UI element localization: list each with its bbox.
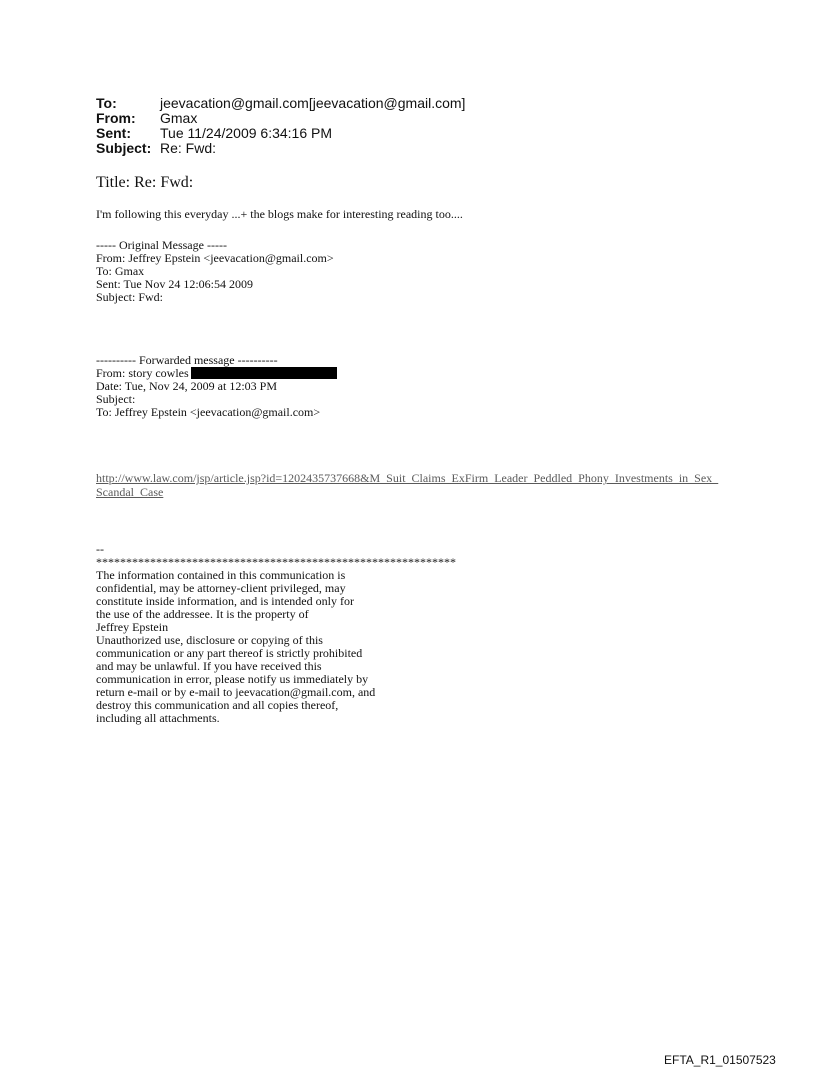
redaction-bar bbox=[191, 367, 337, 379]
signature-stars: ************************************************************ bbox=[96, 555, 456, 569]
from-value: Gmax bbox=[160, 110, 198, 126]
reply-block bbox=[96, 208, 463, 221]
disclaimer-line: destroy this communication and all copies thereof, bbox=[96, 698, 339, 712]
email-title: Title: Re: Fwd: bbox=[96, 174, 194, 191]
disclaimer-line: Unauthorized use, disclosure or copying of this bbox=[96, 633, 323, 647]
original-sent: Sent: Tue Nov 24 12:06:54 2009 bbox=[96, 277, 254, 291]
disclaimer-line: including all attachments. bbox=[96, 711, 220, 725]
subject-value: Re: Fwd: bbox=[160, 140, 217, 156]
original-from: From: Jeffrey Epstein <jeevacation@gmail.com> bbox=[96, 251, 334, 265]
subject-label: Subject: bbox=[96, 140, 152, 156]
disclaimer-line: confidential, may be attorney-client privileged, may bbox=[96, 581, 346, 595]
disclaimer-line: and may be unlawful. If you have received this bbox=[96, 659, 322, 673]
forwarded-from: From: story cowles bbox=[96, 366, 189, 380]
document-id: EFTA_R1_01507523 bbox=[664, 1053, 776, 1067]
reply-text: I'm following this everyday ...+ the blogs make for interesting reading too.... bbox=[96, 207, 463, 221]
original-subject: Subject: Fwd: bbox=[96, 290, 164, 304]
header-from-row bbox=[96, 111, 465, 126]
signature-dashes: -- bbox=[96, 542, 104, 556]
sent-value: Tue 11/24/2009 6:34:16 PM bbox=[160, 125, 333, 141]
forwarded-subject: Subject: bbox=[96, 392, 136, 406]
disclaimer-line: communication or any part thereof is strictly prohibited bbox=[96, 646, 363, 660]
disclaimer-line: communication in error, please notify us immediately by bbox=[96, 672, 369, 686]
forwarded-date: Date: Tue, Nov 24, 2009 at 12:03 PM bbox=[96, 379, 278, 393]
to-value: jeevacation@gmail.com[jeevacation@gmail.com] bbox=[160, 95, 466, 111]
disclaimer-line: Jeffrey Epstein bbox=[96, 620, 169, 634]
article-link[interactable]: http://www.law.com/jsp/article.jsp?id=1202435737668&M_Suit_Claims_ExFirm_Leader_Peddled_Phony_Investments_in_Sex_Scandal_Case bbox=[96, 471, 719, 499]
disclaimer-line: constitute inside information, and is intended only for bbox=[96, 594, 354, 608]
disclaimer-line: The information contained in this communication is bbox=[96, 568, 346, 582]
to-label: To: bbox=[96, 95, 117, 111]
disclaimer-line: return e-mail or by e-mail to jeevacation@gmail.com, and bbox=[96, 685, 376, 699]
original-message-block bbox=[96, 239, 334, 304]
from-label: From: bbox=[96, 110, 136, 126]
header-subject-row bbox=[96, 141, 465, 156]
email-header bbox=[96, 96, 465, 156]
forwarded-to: To: Jeffrey Epstein <jeevacation@gmail.com> bbox=[96, 405, 321, 419]
header-to-row bbox=[96, 96, 465, 111]
original-divider: ----- Original Message ----- bbox=[96, 238, 227, 252]
original-to: To: Gmax bbox=[96, 264, 145, 278]
sent-label: Sent: bbox=[96, 125, 131, 141]
header-sent-row bbox=[96, 126, 465, 141]
forwarded-message-block bbox=[96, 354, 337, 419]
disclaimer-line: the use of the addressee. It is the property of bbox=[96, 607, 309, 621]
forwarded-divider: ---------- Forwarded message ---------- bbox=[96, 353, 278, 367]
signature-block bbox=[96, 543, 456, 725]
